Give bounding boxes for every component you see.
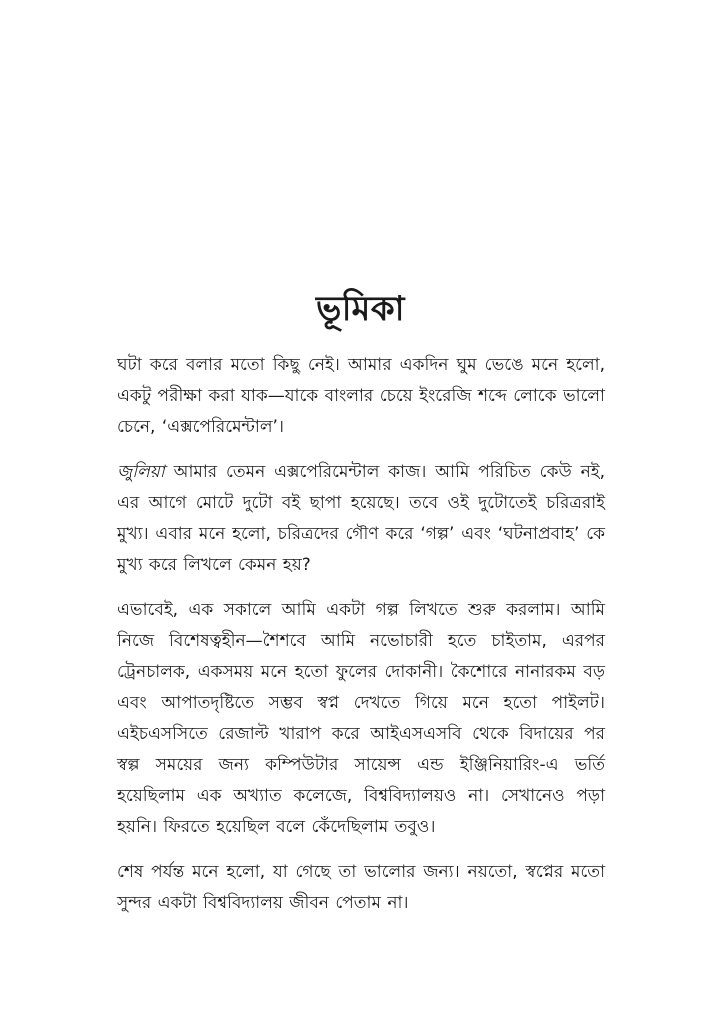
paragraph-1 — [117, 350, 605, 443]
paragraph-4 — [117, 857, 605, 919]
paragraph-3 — [117, 595, 605, 843]
paragraph-text: শেষ পর্যন্ত মনে হলো, যা গেছে তা ভালোর জন্য। নয়তো, স্বপ্নের মতো সুন্দর একটা বিশ্ববিদ্যালয় জীবন পেতাম না। — [117, 862, 605, 913]
paragraph-text: ঘটা করে বলার মতো কিছু নেই। আমার একদিন ঘুম ভেঙে মনে হলো, একটু পরীক্ষা করা যাক—যাকে বাংলার চেয়ে ইংরেজি শব্দে লোকে ভালো চেনে, ‘এক্সপেরিমেন্টাল’। — [117, 355, 605, 437]
book-title-italic: জুলিয়া — [117, 462, 165, 482]
paragraph-text: এভাবেই, এক সকালে আমি একটা গল্প লিখতে শুরু করলাম। আমি নিজে বিশেষত্বহীন—শৈশবে আমি নভোচারী হতে চাইতাম, এরপর ট্রেনচালক, একসময় মনে হতো ফুলের দোকানী। কৈশোরে নানারকম বড় এবং আপাতদৃষ্টিতে সম্ভব স্বপ্ন দেখতে গিয়ে মনে হতো পাইলট। এইচএসসিতে রেজাল্ট খারাপ করে আইএসএসবি থেকে বিদায়ের পর স্বল্প সময়ের জন্য কম্পিউটার সায়েন্স এন্ড ইঞ্জিনিয়ারিং-এ ভর্তি হয়েছিলাম এক অখ্যাত কলেজে, বিশ্ববিদ্যালয়ও না। সেখানেও পড়া হয়নি। ফিরতে হয়েছিল বলে কেঁদেছিলাম তবুও। — [117, 600, 605, 837]
paragraph-text: আমার তেমন এক্সপেরিমেন্টাল কাজ। আমি পরিচিত কেউ নই, এর আগে মোটে দুটো বই ছাপা হয়েছে। তবে ওই দুটোতেই চরিত্ররাই মুখ্য। এবার মনে হলো, চরিত্রদের গৌণ করে ‘গল্প’ এবং ‘ঘটনাপ্রবাহ’ কে মুখ্য করে লিখলে কেমন হয়? — [117, 462, 605, 575]
preface-body — [117, 350, 605, 933]
paragraph-2 — [117, 457, 605, 581]
page-title: ভূমিকা — [315, 288, 406, 329]
